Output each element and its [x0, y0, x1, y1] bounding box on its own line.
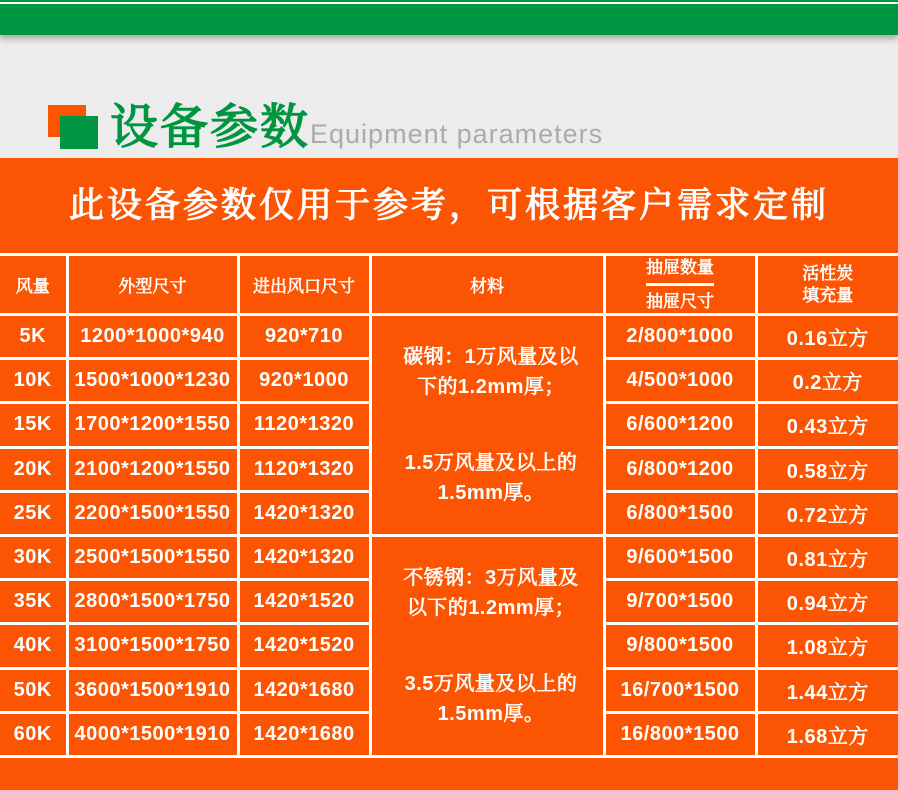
green-square-icon: [60, 116, 98, 149]
cell-carbon: 0.2立方: [756, 359, 898, 403]
cell-carbon: 0.94立方: [756, 580, 898, 624]
material-paragraph: 1.5万风量及以上的1.5mm厚。: [404, 451, 578, 504]
material-paragraph: 3.5万风量及以上的1.5mm厚。: [404, 672, 578, 725]
cell-airflow: 60K: [0, 712, 67, 756]
title-squares-icon: [48, 105, 98, 150]
title-row: [110, 101, 604, 154]
cell-carbon: 0.16立方: [756, 315, 898, 359]
page-title: 设备参数: [110, 101, 311, 154]
cell-carbon: 1.68立方: [756, 712, 898, 756]
cell-dimensions: 3600*1500*1910: [67, 668, 238, 712]
cell-dimensions: 1700*1200*1550: [67, 403, 238, 447]
col-header-airflow: 风量: [0, 255, 67, 315]
parameters-table: [0, 253, 898, 758]
cell-carbon: 1.08立方: [756, 624, 898, 668]
drawer-header-stack: [606, 257, 755, 313]
drawer-count-label: 抽屉数量: [646, 257, 714, 286]
cell-material-carbon-steel: [370, 315, 604, 536]
cell-vent: 1420*1320: [238, 491, 370, 535]
cell-vent: 1420*1520: [238, 624, 370, 668]
cell-airflow: 25K: [0, 491, 67, 535]
cell-drawer: 4/500*1000: [604, 359, 756, 403]
material-paragraph: 不锈钢：3万风量及以下的1.2mm厚；: [403, 566, 579, 619]
cell-drawer: 16/700*1500: [604, 668, 756, 712]
cell-vent: 920*1000: [238, 359, 370, 403]
cell-airflow: 20K: [0, 447, 67, 491]
cell-vent: 1120*1320: [238, 403, 370, 447]
cell-drawer: 6/800*1200: [604, 447, 756, 491]
disclaimer-banner: 此设备参数仅用于参考，可根据客户需求定制: [68, 186, 829, 225]
cell-drawer: 9/600*1500: [604, 535, 756, 579]
cell-dimensions: 2100*1200*1550: [67, 447, 238, 491]
cell-airflow: 5K: [0, 315, 67, 359]
cell-vent: 920*710: [238, 315, 370, 359]
material-text-block: [372, 342, 603, 508]
cell-material-stainless-steel: [370, 535, 604, 756]
cell-airflow: 35K: [0, 580, 67, 624]
material-paragraph: 碳钢：1万风量及以下的1.2mm厚；: [403, 345, 579, 398]
page-subtitle: Equipment parameters: [310, 119, 604, 149]
cell-carbon: 1.44立方: [756, 668, 898, 712]
cell-vent: 1420*1680: [238, 668, 370, 712]
table-header: [0, 255, 898, 315]
cell-vent: 1120*1320: [238, 447, 370, 491]
cell-airflow: 30K: [0, 535, 67, 579]
cell-carbon: 0.43立方: [756, 403, 898, 447]
col-header-material: 材料: [370, 255, 604, 315]
col-header-dimensions: 外型尺寸: [67, 255, 238, 315]
cell-drawer: 6/600*1200: [604, 403, 756, 447]
parameters-panel: [0, 158, 898, 790]
carbon-label-line1: 活性炭: [802, 264, 854, 284]
cell-airflow: 50K: [0, 668, 67, 712]
cell-carbon: 0.72立方: [756, 491, 898, 535]
cell-dimensions: 2500*1500*1550: [67, 535, 238, 579]
cell-drawer: 9/700*1500: [604, 580, 756, 624]
cell-dimensions: 4000*1500*1910: [67, 712, 238, 756]
top-green-bar: [0, 0, 898, 35]
material-text-block: [372, 563, 603, 729]
table-body: [0, 315, 898, 757]
col-header-carbon: [756, 255, 898, 315]
table-row: [0, 315, 898, 359]
cell-vent: 1420*1320: [238, 535, 370, 579]
cell-dimensions: 3100*1500*1750: [67, 624, 238, 668]
title-section: [0, 35, 898, 158]
col-header-drawer: [604, 255, 756, 315]
cell-drawer: 9/800*1500: [604, 624, 756, 668]
cell-dimensions: 2800*1500*1750: [67, 580, 238, 624]
table-row: [0, 535, 898, 579]
cell-dimensions: 1200*1000*940: [67, 315, 238, 359]
cell-airflow: 40K: [0, 624, 67, 668]
carbon-label-line2: 填充量: [802, 285, 854, 305]
cell-vent: 1420*1680: [238, 712, 370, 756]
cell-airflow: 10K: [0, 359, 67, 403]
cell-vent: 1420*1520: [238, 580, 370, 624]
cell-carbon: 0.58立方: [756, 447, 898, 491]
cell-airflow: 15K: [0, 403, 67, 447]
cell-drawer: 16/800*1500: [604, 712, 756, 756]
cell-drawer: 2/800*1000: [604, 315, 756, 359]
cell-dimensions: 1500*1000*1230: [67, 359, 238, 403]
header-row: [0, 255, 898, 315]
cell-drawer: 6/800*1500: [604, 491, 756, 535]
cell-dimensions: 2200*1500*1550: [67, 491, 238, 535]
col-header-vent-size: 进出风口尺寸: [238, 255, 370, 315]
cell-carbon: 0.81立方: [756, 535, 898, 579]
drawer-size-label: 抽屉尺寸: [646, 292, 714, 311]
carbon-header-stack: [758, 263, 898, 306]
